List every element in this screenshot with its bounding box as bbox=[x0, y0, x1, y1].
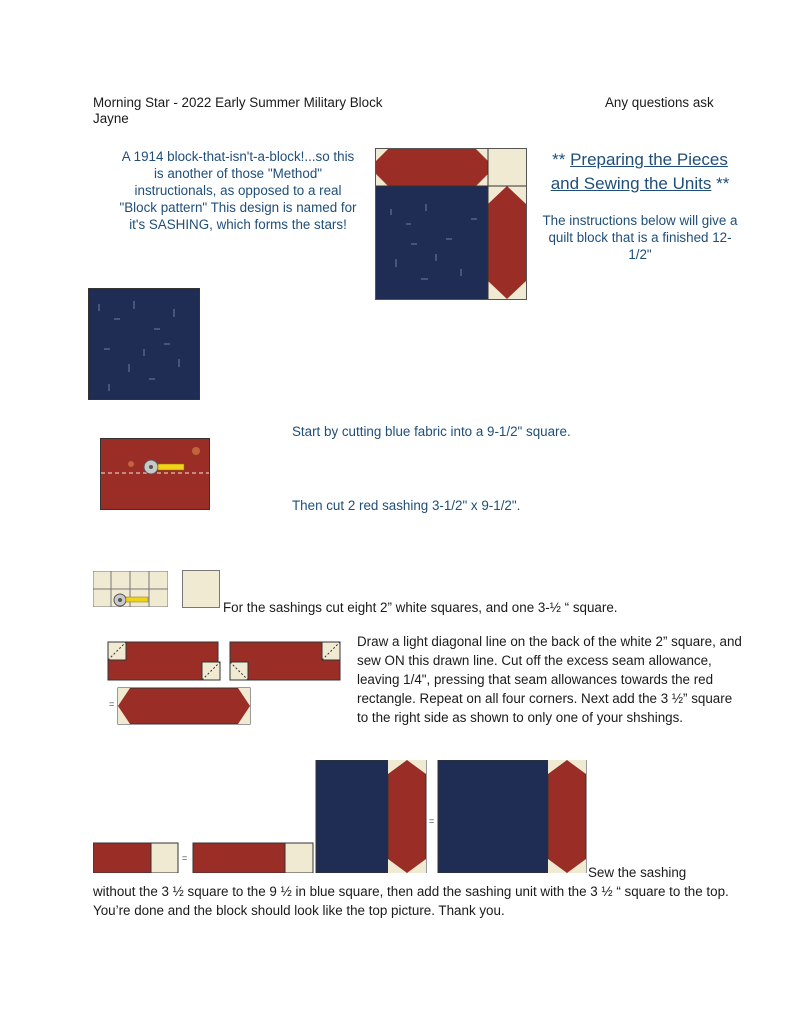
step-cut-white: For the sashings cut eight 2” white squares, and one 3-½ “ square. bbox=[223, 600, 618, 615]
red-sashing-image bbox=[100, 438, 210, 510]
section-heading bbox=[540, 148, 740, 196]
large-white-square-image bbox=[182, 570, 220, 608]
step-final-b: without the 3 ½ square to the 9 ½ in blue square, then add the sashing unit with the 3 ½ “ square to the top. You’re done and the block should look like the top picture. Thank you. bbox=[93, 884, 729, 918]
header-contact: Any questions ask bbox=[605, 95, 714, 110]
header-author: Jayne bbox=[93, 111, 129, 126]
blue-square-image bbox=[88, 288, 200, 400]
white-squares-image bbox=[93, 571, 168, 607]
section-note: The instructions below will give a quilt block that is a finished 12-1/2" bbox=[542, 213, 738, 262]
intro-text: A 1914 block-that-isn't-a-block!...so this is another of those "Method" instructionals, as opposed to a real "Block pattern" This design is named for it's SASHING, which forms the stars! bbox=[119, 149, 357, 232]
equals-symbol: = bbox=[109, 699, 115, 709]
step-final-a: Sew the sashing bbox=[588, 865, 687, 880]
equals-symbol-2: = bbox=[429, 816, 435, 826]
finished-block-image bbox=[375, 148, 527, 300]
step-cut-blue: Start by cutting blue fabric into a 9-1/2" square. bbox=[292, 424, 571, 439]
step-sew-corners: Draw a light diagonal line on the back of the white 2” square, and sew ON this drawn line. Cut off the excess seam allowance, leaving 1/4", pressing that seam allowances towards the red rectangle. Repeat on all four corners. Next add the 3 ½” square to the right side as shown to only one of your shshings. bbox=[357, 634, 742, 725]
header-title: Morning Star - 2022 Early Summer Military Block bbox=[93, 95, 383, 110]
corner-sewing-diagram bbox=[100, 632, 350, 728]
assembly-diagram bbox=[93, 760, 588, 873]
equals-symbol-1: = bbox=[182, 853, 188, 863]
heading-prefix: ** bbox=[552, 150, 566, 169]
heading-suffix: ** bbox=[716, 174, 730, 193]
step-cut-red: Then cut 2 red sashing 3-1/2" x 9-1/2". bbox=[292, 498, 521, 513]
heading-link[interactable]: Preparing the Pieces and Sewing the Units bbox=[550, 150, 728, 193]
